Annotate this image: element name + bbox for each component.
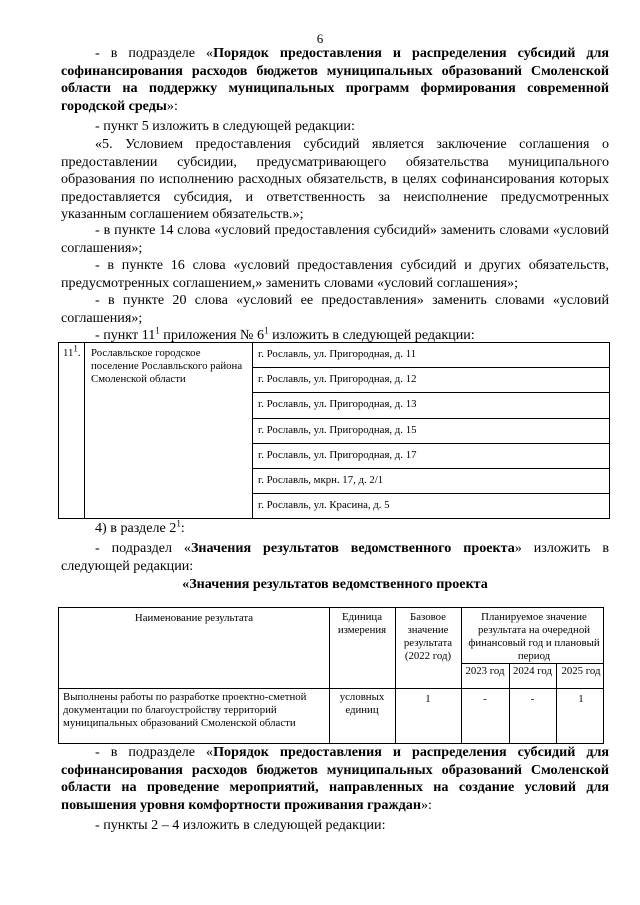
table-divider	[509, 663, 510, 743]
table-divider	[461, 608, 462, 743]
address-cell: г. Рославль, ул. Красина, д. 5	[258, 499, 390, 512]
paragraph-point20: - в пункте 20 слова «условий ее предоставления» заменить словами «условий соглашения»;	[61, 292, 609, 326]
text-part: 4) в разделе 2	[95, 520, 177, 536]
header-year-2024: 2024 год	[512, 665, 553, 677]
row-number-cell	[59, 343, 85, 518]
header-planned-value: Планируемое значение результата на очередной финансовый год и плановый период	[468, 611, 600, 662]
results-table	[58, 607, 604, 744]
row-number-dot: .	[77, 347, 81, 359]
paragraph-section-2-1	[61, 520, 609, 538]
text-part: :	[180, 520, 185, 536]
header-year-2023: 2023 год	[465, 665, 505, 677]
header-unit: Единица измерения	[337, 611, 387, 636]
text-part: - пункт 11	[95, 327, 156, 343]
table-divider	[556, 663, 557, 743]
subsection-title-bold: Порядок предоставления и распределения субсидий для софинансирования расходов бюджетов муниципальных образований Смоленской области на поддержку муниципальных программ формирования современной городской среды	[61, 45, 610, 114]
result-2025-cell: 1	[578, 693, 584, 705]
address-cell: г. Рославль, ул. Пригородная, д. 11	[253, 343, 609, 368]
result-base-cell: 1	[425, 693, 431, 705]
header-base-value: Базовое значение результата (2022 год)	[403, 611, 453, 662]
superscript: 1	[155, 325, 160, 336]
paragraph-prefix: - в подразделе «	[95, 45, 214, 61]
table-divider	[395, 608, 396, 743]
row-number: 11	[63, 347, 74, 359]
subsection-title-bold: Значения результатов ведомственного проекта	[190, 540, 515, 556]
address-cell: г. Рославль, ул. Пригородная, д. 12	[253, 368, 609, 393]
table-divider	[59, 688, 603, 689]
text-part: изложить в следующей редакции:	[268, 327, 475, 343]
paragraph-point5-intro: - пункт 5 изложить в следующей редакции:	[95, 118, 355, 134]
paragraph-prefix: - подраздел «	[95, 540, 191, 556]
page-number: 6	[316, 31, 324, 46]
paragraph-suffix: » изложить в следующей редакции:	[61, 540, 609, 574]
result-unit-cell: условных единиц	[339, 691, 385, 716]
paragraph-results-subsection	[61, 540, 609, 575]
text-part: приложения № 6	[159, 327, 265, 343]
municipality-cell: Рославльское городское поселение Рославльского района Смоленской области	[85, 343, 253, 518]
header-result-name: Наименование результата	[134, 612, 254, 624]
address-cell: г. Рославль, мкрн. 17, д. 2/1	[253, 469, 609, 494]
paragraph-suffix: »:	[166, 97, 178, 114]
address-list	[253, 343, 609, 518]
address-cell: г. Рославль, ул. Пригородная, д. 17	[253, 444, 609, 469]
header-year-2025: 2025 год	[561, 665, 601, 677]
addresses-table	[58, 342, 610, 519]
table-divider	[461, 663, 603, 664]
paragraph-suffix: »:	[420, 796, 432, 813]
paragraph-prefix: - в подразделе «	[95, 744, 214, 760]
row-number-sup: 1	[73, 343, 78, 354]
paragraph-points-2-4: - пункты 2 – 4 изложить в следующей редакции:	[95, 817, 386, 833]
address-cell: г. Рославль, ул. Пригородная, д. 15	[253, 419, 609, 444]
results-heading: «Значения результатов ведомственного проекта	[182, 576, 488, 592]
paragraph-subsection-amendment	[61, 45, 609, 115]
superscript: 1	[264, 325, 269, 336]
paragraph-point16: - в пункте 16 слова «условий предоставления субсидий и других обязательств, предусмотренных соглашением,» заменить словами «условий соглашения»;	[61, 257, 609, 291]
paragraph-comfort-subsection	[61, 744, 609, 814]
paragraph-point14: - в пункте 14 слова «условий предоставления субсидий» заменить словами «условий соглашения»;	[61, 222, 609, 256]
result-2024-cell: -	[530, 693, 535, 705]
superscript: 1	[176, 518, 181, 529]
table-divider	[329, 608, 330, 743]
subsection-title-bold: Порядок предоставления и распределения субсидий для софинансирования расходов бюджетов муниципальных образований Смоленской области на проведение мероприятий, направленных на создание условий для повышения уровня комфортности проживания граждан	[61, 744, 610, 813]
address-cell: г. Рославль, ул. Пригородная, д. 13	[253, 393, 609, 418]
result-2023-cell: -	[483, 693, 487, 705]
result-name-cell: Выполнены работы по разработке проектно-сметной документации по благоустройству территорий муниципальных образований Смоленской области	[63, 691, 307, 729]
paragraph-point5-text: «5. Условием предоставления субсидий является заключение соглашения о предоставлении субсидии, предусматривающего обязательства муниципального образования по исполнению расходных обязательств, в целях софинансирования которых предоставляется субсидия, и ответственность за неисполнение предусмотренных указанным соглашением обязательств.»;	[61, 136, 609, 223]
